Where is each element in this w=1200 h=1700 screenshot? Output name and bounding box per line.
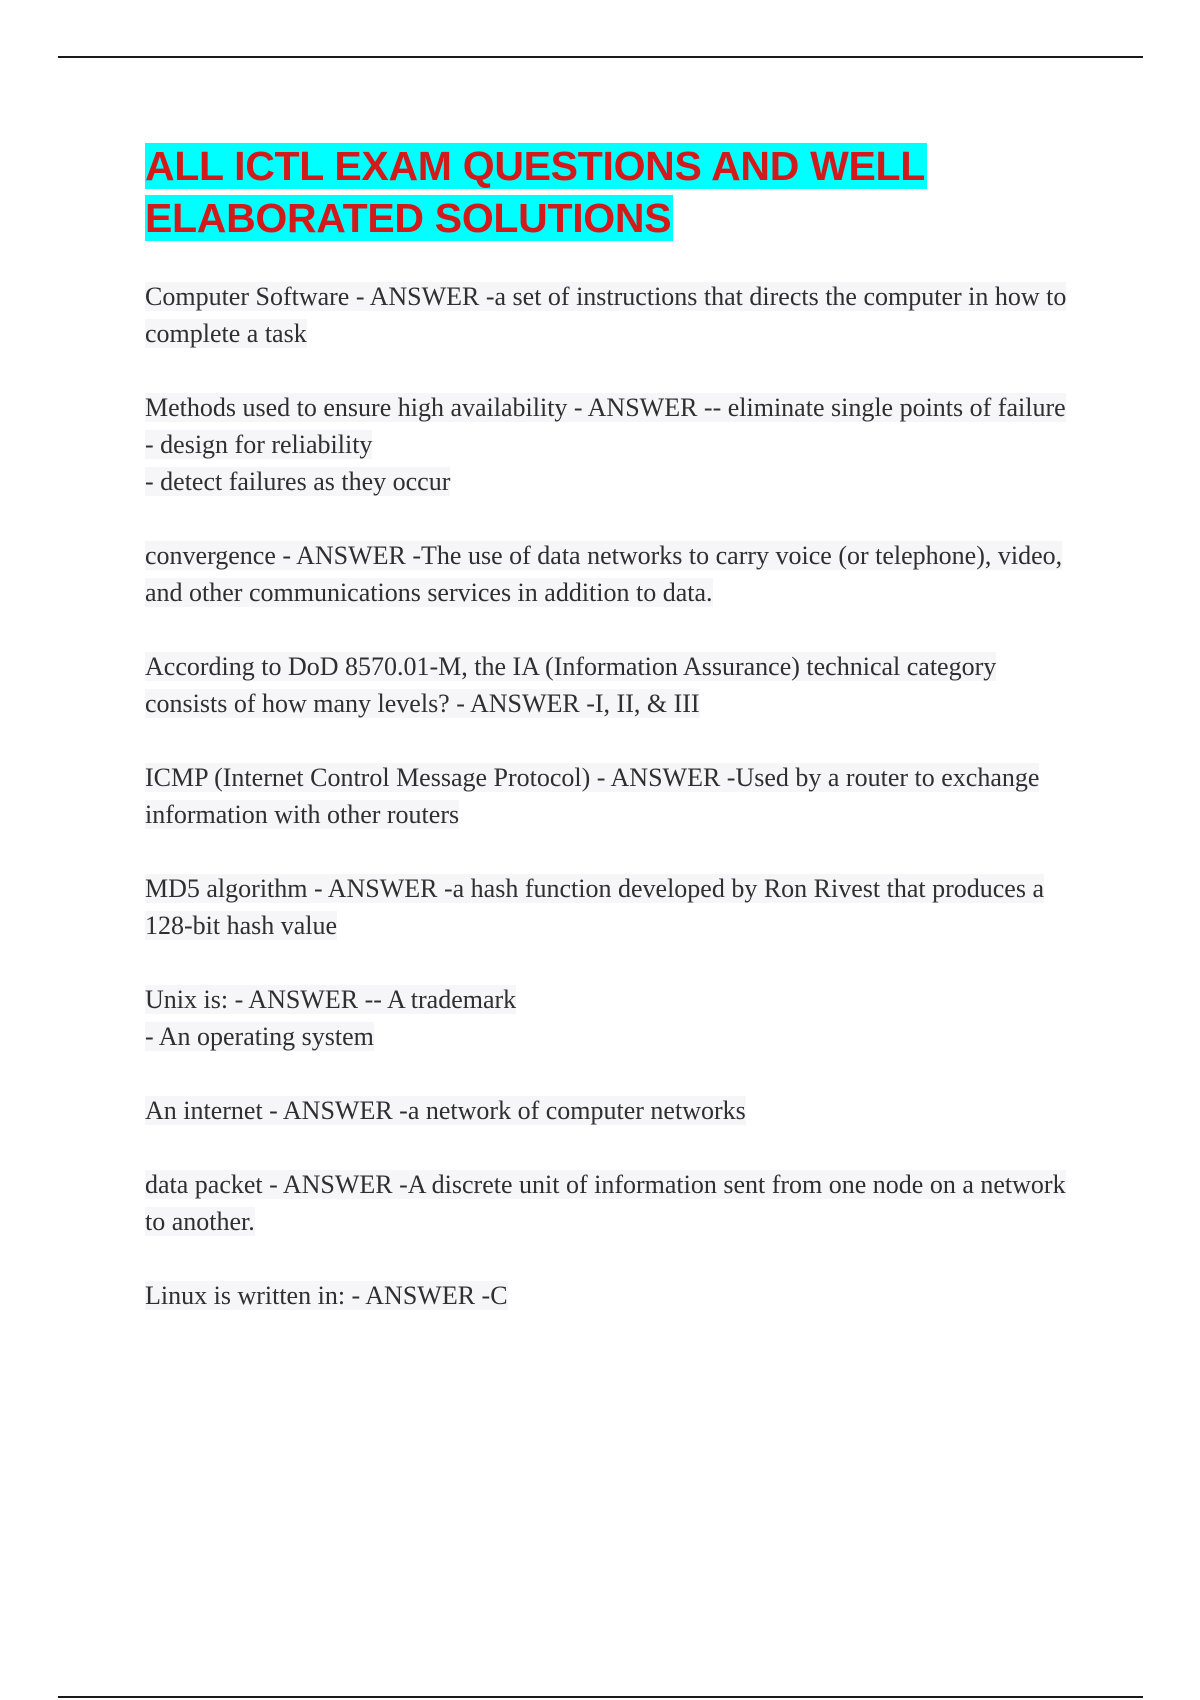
qa-entry [145,870,1085,944]
document-title [145,140,1085,244]
qa-text: Computer Software - ANSWER -a set of instructions that directs the computer in how to complete a task [145,282,1067,348]
document-body [145,140,1085,1351]
qa-text: MD5 algorithm - ANSWER -a hash function developed by Ron Rivest that produces a 128-bit hash value [145,874,1045,940]
qa-bullet-text: - design for reliability [145,430,373,459]
qa-entry [145,537,1085,611]
footer-rule [58,1696,1143,1698]
qa-entry [145,389,1085,500]
qa-bullet-line [145,426,1085,463]
qa-entry [145,1277,1085,1314]
qa-text: convergence - ANSWER -The use of data networks to carry voice (or telephone), video, and other communications services in addition to data. [145,541,1063,607]
qa-text: Unix is: - ANSWER -- A trademark [145,985,517,1014]
qa-text: ICMP (Internet Control Message Protocol) - ANSWER -Used by a router to exchange information with other routers [145,763,1040,829]
qa-bullet-text: - detect failures as they occur [145,467,451,496]
qa-bullet-line [145,1018,1085,1055]
qa-list [145,278,1085,1314]
title-text: ALL ICTL EXAM QUESTIONS AND WELL ELABORATED SOLUTIONS [145,143,926,241]
qa-entry [145,648,1085,722]
qa-text: data packet - ANSWER -A discrete unit of information sent from one node on a network to another. [145,1170,1066,1236]
qa-text: An internet - ANSWER -a network of computer networks [145,1096,746,1125]
qa-bullet-text: - An operating system [145,1022,374,1051]
qa-text: According to DoD 8570.01-M, the IA (Information Assurance) technical category consists of how many levels? - ANSWER -I, II, & III [145,652,997,718]
qa-entry [145,1092,1085,1129]
qa-bullet-line [145,463,1085,500]
header-rule [58,56,1143,58]
qa-text: Linux is written in: - ANSWER -C [145,1281,508,1310]
qa-entry [145,278,1085,352]
qa-entry [145,759,1085,833]
qa-text: Methods used to ensure high availability - ANSWER -- eliminate single points of failure [145,393,1066,422]
qa-entry [145,1166,1085,1240]
qa-entry [145,981,1085,1055]
